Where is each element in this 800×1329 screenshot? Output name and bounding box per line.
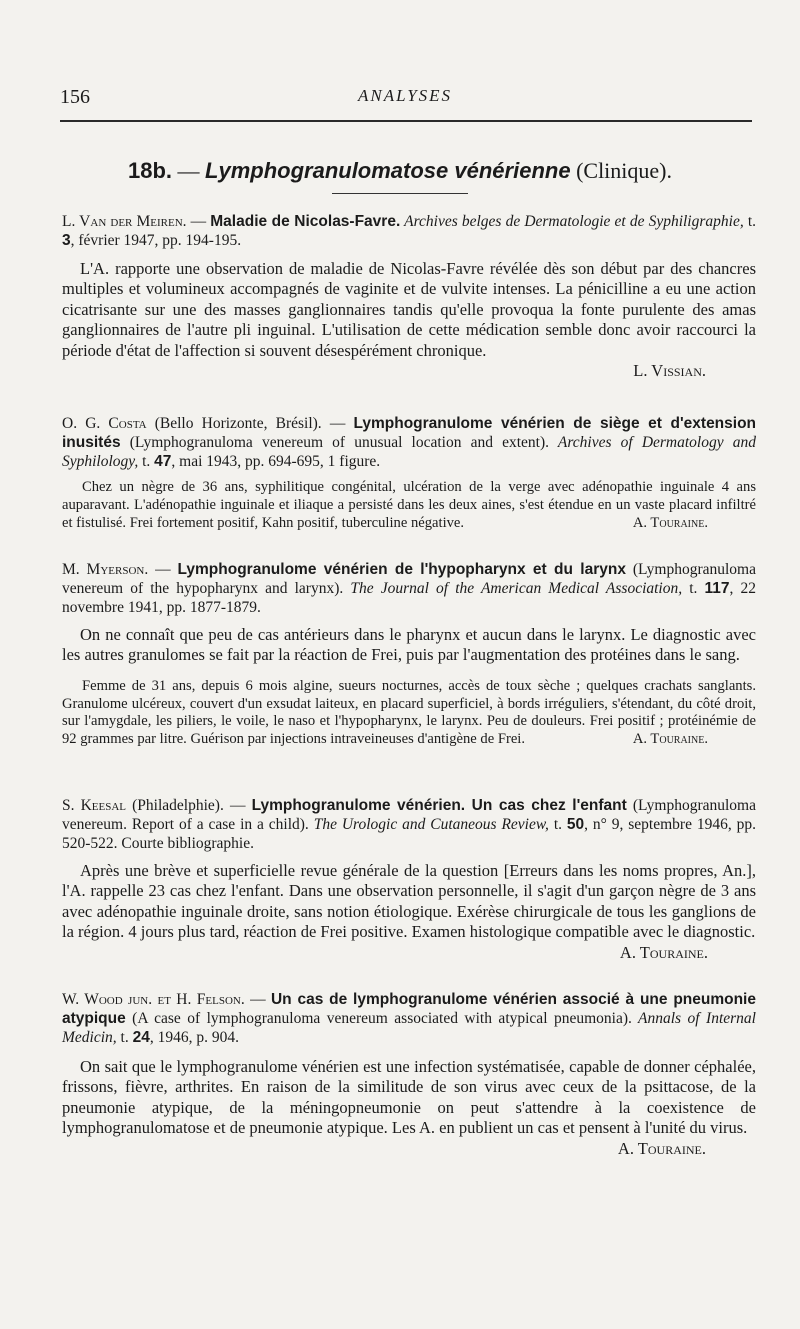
ref-dash: — [244, 991, 271, 1008]
reference [62, 414, 756, 471]
vol-prefix: t. [743, 213, 757, 230]
article-title: Un cas de lymphogranulome vénérien associé à une pneumonie atypique [62, 991, 756, 1027]
reference [62, 560, 756, 617]
english-title: (Lymphogranuloma venereum. Report of a case in a child). [62, 797, 756, 833]
article-title: Lymphogranulome vénérien de l'hypopharynx et du larynx [177, 561, 626, 578]
page-header [60, 86, 750, 110]
ref-dash: — [186, 213, 211, 230]
section-subtitle: (Clinique). [570, 158, 672, 183]
signature: A. Touraine. [632, 731, 708, 748]
reference [62, 212, 756, 250]
author: S. Keesal [62, 797, 127, 814]
english-title: (Lymphogranuloma venereum of the hypopharynx and larynx). [62, 561, 756, 597]
abstract-text: L'A. rapporte une observation de maladie de Nicolas-Favre révélée dès son début par des chancres multiples et volumineux accompagnés de vaginite et de vulvite intenses. La pénicilline a eu une action cicatrisante sur une des masses ganglionnaires tandis qu'elle provoqua la fonte purulente des amas ganglionnaires de l'autre pli inguinal. L'utilisation de cette médication semble donc avoir raccourci la période d'état de l'affection si souvent désespérément chronique. [62, 259, 756, 360]
ref-details: , février 1947, pp. 194-195. [70, 232, 242, 249]
signature: A. Touraine. [619, 942, 708, 962]
affiliation: (Philadelphie). [126, 797, 224, 814]
abstract-paragraph [62, 678, 756, 749]
ref-dash: — [223, 797, 252, 814]
ref-details: , n° 9, septembre 1946, pp. 520-522. Courte bibliographie. [62, 816, 756, 852]
abstract-paragraph [62, 479, 756, 532]
abstract-entry [62, 414, 756, 532]
journal: The Urologic and Cutaneous Review, [308, 816, 549, 833]
vol-prefix: t. [548, 816, 567, 833]
author: M. Myerson. [62, 561, 149, 578]
author: L. Van der Meiren. [62, 213, 187, 230]
article-title: Maladie de Nicolas-Favre. [210, 213, 401, 230]
english-title: (A case of lymphogranuloma venereum associated with atypical pneumonia). [125, 1010, 632, 1027]
signature: A. Touraine. [617, 1138, 706, 1158]
vol-prefix: t. [116, 1029, 133, 1046]
ref-details: , mai 1943, pp. 694-695, 1 figure. [171, 453, 381, 470]
reference [62, 990, 756, 1047]
volume: 117 [704, 580, 730, 597]
header-rule [60, 120, 752, 122]
page-number: 156 [60, 86, 90, 108]
english-title: (Lymphogranuloma venereum of unusual location and extent). [120, 434, 550, 451]
abstract-entry [62, 796, 756, 963]
journal: Archives of Dermatology and Syphilology, [62, 434, 756, 470]
section-heading [0, 158, 800, 184]
section-dash: — [172, 158, 206, 183]
journal: Annals of Internal Medicin, [62, 1010, 756, 1046]
ref-dash: — [148, 561, 178, 578]
volume: 24 [132, 1029, 150, 1046]
author: W. Wood jun. et H. Felson. [62, 991, 245, 1008]
running-title: ANALYSES [357, 86, 453, 105]
abstract-paragraph [62, 861, 756, 962]
article-title: Lymphogranulome vénérien de siège et d'extension inusités [62, 415, 757, 451]
case-text: Femme de 31 ans, depuis 6 mois algine, sueurs nocturnes, accès de toux sèche ; quelques crachats sanglants. Granulome ulcéreux, couvert d'un exsudat laiteux, en placard superficiel, à bords irréguliers, s'étendant, du côté droit, sur l'amygdale, les piliers, le voile, le naso et l'hypopharynx, le larynx. Peu de douleurs. Frei positif ; protéinémie de 92 grammes par litre. Guérison par injections intraveineuses d'antigène de Frei. [62, 677, 756, 748]
vol-prefix: t. [682, 580, 705, 597]
article-title: Lymphogranulome vénérien. Un cas chez l'enfant [251, 797, 627, 814]
reference [62, 796, 756, 853]
volume: 50 [566, 816, 585, 833]
section-title: Lymphogranulomatose vénérienne [205, 158, 571, 183]
section-number: 18b. [128, 158, 173, 183]
abstract-entry [62, 990, 756, 1159]
vol-prefix: t. [138, 453, 155, 470]
abstract-text: Chez un nègre de 36 ans, syphilitique congénital, ulcération de la verge avec adénopathie inguinale 4 ans auparavant. L'adénopathie inguinale et iliaque a persisté dans les deux aines, s'est étendue en un vaste placard infiltré et fistulisé. Frei fortement positif, Kahn positif, tuberculine négative. [62, 479, 756, 531]
volume: 3 [62, 232, 71, 249]
section-rule [332, 193, 468, 194]
ref-details: , 22 novembre 1941, pp. 1877-1879. [62, 580, 757, 616]
journal: The Journal of the American Medical Association, [343, 580, 683, 597]
affiliation: (Bello Horizonte, Brésil). [146, 415, 322, 432]
volume: 47 [154, 453, 172, 470]
author: O. G. Costa [62, 415, 147, 432]
signature: A. Touraine. [632, 514, 708, 531]
abstract-text: On ne connaît que peu de cas antérieurs dans le pharynx et aucun dans le larynx. Le diagnostic avec les autres granulomes se fait par la réaction de Frei, puis par l'augmentation des protéines dans le sang. [62, 625, 756, 665]
abstract-entry [62, 560, 756, 749]
journal: Archives belges de Dermatologie et de Syphiligraphie, [400, 213, 744, 230]
ref-details: , 1946, p. 904. [149, 1029, 239, 1046]
signature: L. Vissian. [633, 361, 706, 381]
abstract-text: Après une brève et superficielle revue générale de la question [Erreurs dans les noms propres, An.], l'A. rappelle 23 cas chez l'enfant. Dans une observation personnelle, il s'agit d'un garçon nègre de 3 ans avec adénopathie inguinale droite, sans notion étiologique. Exérèse chirurgicale de tous les ganglions de la région. 4 jours plus tard, réaction de Frei positive. Examen histologique compatible avec le diagnostic. [62, 861, 756, 942]
abstract-entry [62, 212, 756, 381]
ref-dash: — [321, 415, 354, 432]
abstract-text: On sait que le lymphogranulome vénérien est une infection systématisée, capable de donner céphalée, frissons, fièvre, arthrites. En raison de la similitude de son virus avec ceux de la psittacose, de la pneumonie atypique, de la méningopneumonie on peut s'attendre à la coexistence de lymphogranulomatose et de pneumonie atypique. Les A. en publient un cas et pensent à l'unité du virus. [62, 1057, 756, 1138]
